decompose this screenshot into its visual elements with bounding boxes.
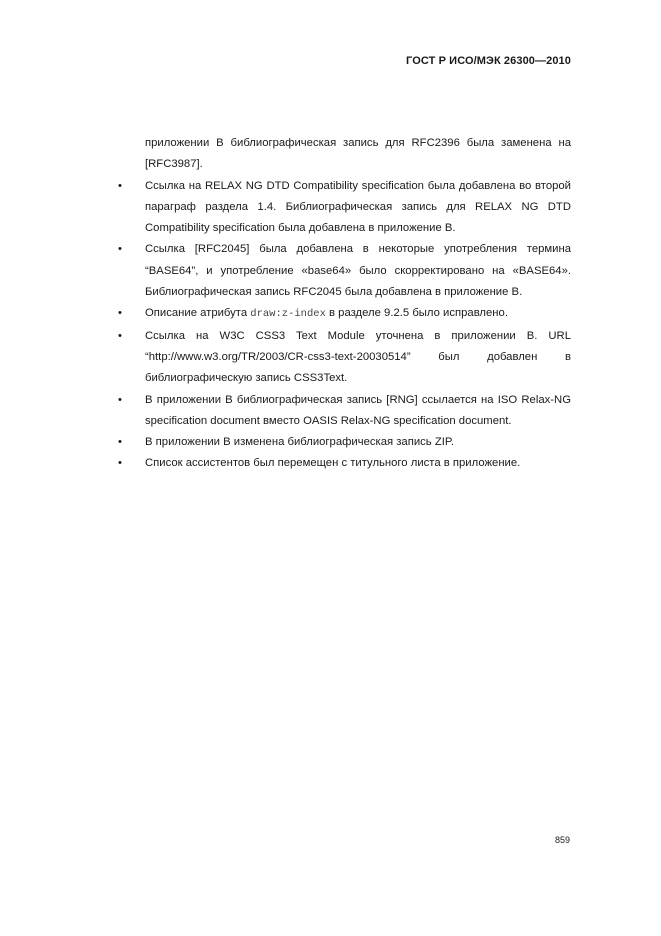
- main-content: [118, 133, 571, 475]
- list-item-text: В приложении В изменена библиографическая запись ZIP.: [145, 436, 455, 449]
- list-item: [118, 239, 571, 303]
- list-item-text: В приложении В библиографическая запись [RNG] ссылается на ISO Relax-NG specification document вместо OASIS Relax-NG specification document.: [145, 393, 571, 427]
- list-item-text: Список ассистентов был перемещен с титульного листа в приложение.: [145, 457, 521, 470]
- list-item-text-after: в разделе 9.2.5 было исправлено.: [325, 307, 508, 320]
- bullet-icon: •: [118, 243, 122, 256]
- bullet-icon: •: [118, 179, 122, 192]
- list-item: [118, 453, 571, 474]
- list-item: [118, 390, 571, 433]
- list-item-text: Ссылка [RFC2045] была добавлена в некоторые употребления термина “BASE64”, и употребление «base64» было скорректировано на «BASE64». Библиографическая запись RFC2045 была добавлена в приложение В.: [145, 243, 571, 299]
- standard-header: ГОСТ Р ИСО/МЭК 26300—2010: [406, 55, 571, 67]
- list-item-text: Ссылка на W3C CSS3 Text Module уточнена в приложении В. URL “http://www.w3.org/TR/2003/CR-css3-text-20030514” был добавлен в библиографическую запись CSS3Text.: [145, 329, 571, 385]
- bullet-icon: •: [118, 393, 122, 406]
- continuation-paragraph: приложении В библиографическая запись для RFC2396 была заменена на [RFC3987].: [145, 137, 571, 171]
- list-item: [118, 326, 571, 390]
- list-item: [118, 176, 571, 240]
- bullet-icon: •: [118, 436, 122, 449]
- list-item-text: Ссылка на RELAX NG DTD Compatibility specification была добавлена во второй параграф раздела 1.4. Библиографическая запись для RELAX NG DTD Compatibility specification была добавлена в приложение В.: [145, 179, 571, 235]
- page-number: 859: [554, 835, 570, 845]
- bullet-icon: •: [118, 307, 122, 320]
- attribute-code: draw:z-index: [250, 308, 326, 321]
- list-item-text-before: Описание атрибута: [145, 307, 251, 320]
- bullet-icon: •: [118, 329, 122, 342]
- change-list: [118, 176, 571, 475]
- list-item: [118, 432, 571, 453]
- list-item: [118, 303, 571, 325]
- bullet-icon: •: [118, 457, 122, 470]
